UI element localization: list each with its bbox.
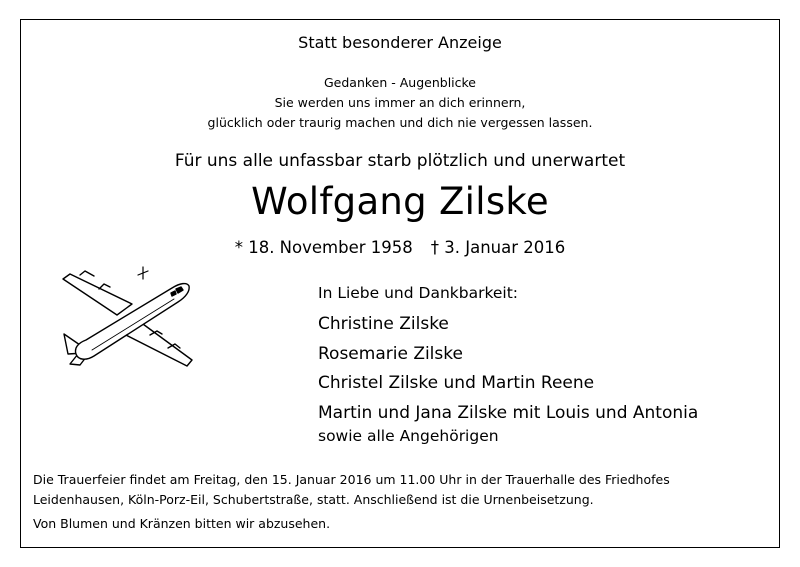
- flowers-note: Von Blumen und Kränzen bitten wir abzusehen.: [33, 516, 331, 531]
- other-relatives: sowie alle Angehörigen: [318, 427, 499, 445]
- service-info-line-1: Die Trauerfeier findet am Freitag, den 15. Januar 2016 um 11.00 Uhr in der Trauerhalle des Friedhofes: [33, 472, 670, 487]
- verse-title: Gedanken - Augenblicke: [323, 75, 476, 90]
- airplane-icon: [54, 262, 194, 372]
- death-date: † 3. Januar 2016: [430, 238, 566, 257]
- gratitude-line: In Liebe und Dankbarkeit:: [318, 284, 519, 302]
- notice-header: Statt besonderer Anzeige: [298, 33, 502, 52]
- mourner-item: Christel Zilske und Martin Reene: [318, 373, 595, 393]
- announcement-intro: Für uns alle unfassbar starb plötzlich und unerwartet: [174, 151, 626, 171]
- verse-line-2: glücklich oder traurig machen und dich nie vergessen lassen.: [207, 115, 593, 130]
- verse-line-1: Sie werden uns immer an dich erinnern,: [274, 95, 526, 110]
- mourner-item: Martin und Jana Zilske mit Louis und Antonia: [318, 402, 699, 423]
- mourner-item: Rosemarie Zilske: [318, 343, 463, 364]
- service-info-line-2: Leidenhausen, Köln-Porz-Eil, Schubertstraße, statt. Anschließend ist die Urnenbeisetzung.: [33, 492, 594, 507]
- mourner-item: Christine Zilske: [318, 314, 449, 334]
- birth-date: * 18. November 1958: [234, 238, 413, 257]
- life-dates: [0, 238, 800, 257]
- mourners-list: [318, 310, 698, 428]
- deceased-name: Wolfgang Zilske: [251, 180, 549, 223]
